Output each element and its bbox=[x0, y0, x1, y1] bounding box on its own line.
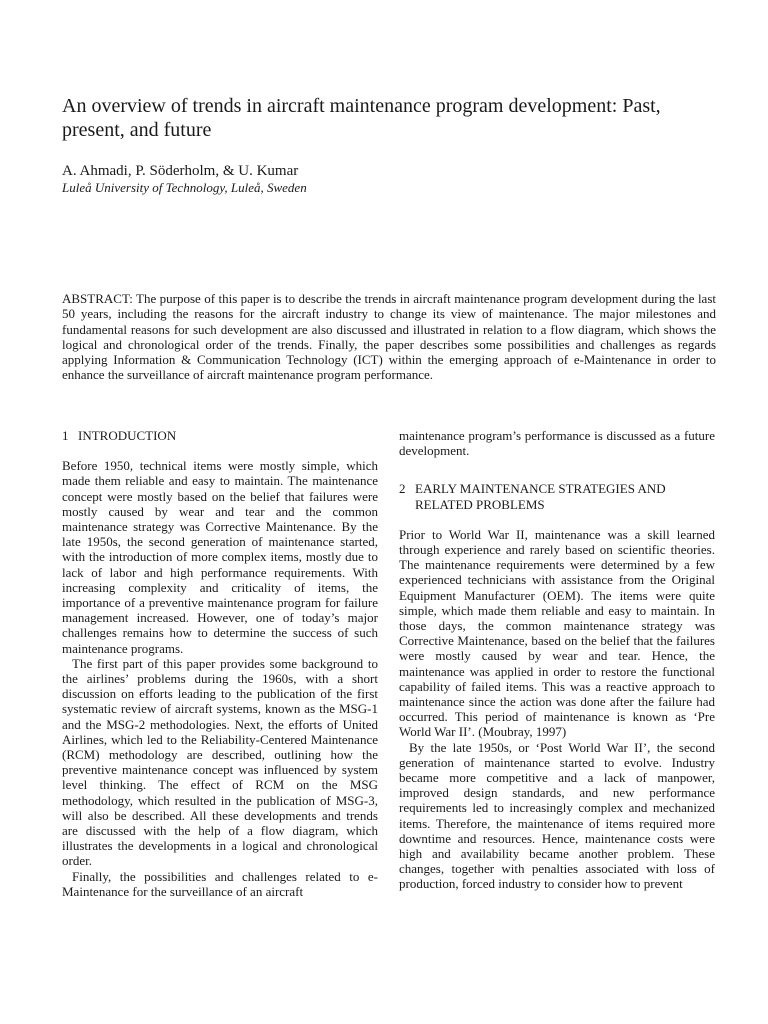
paragraph: By the late 1950s, or ‘Post World War II’, the second generation of maintenance started to evolve. Industry became more competitive and a lack of manpower, improved design standards, and new performance requirements led to increasingly complex and mechanized items. Therefore, the maintenance of items required more downtime and resources. Hence, maintenance costs were high and availability became another problem. These changes, together with penalties associated with loss of production, forced industry to consider how to prevent bbox=[399, 739, 715, 892]
author-list: A. Ahmadi, P. Söderholm, & U. Kumar bbox=[62, 163, 299, 179]
author-affiliation: Luleå University of Technology, Luleå, Sweden bbox=[62, 180, 307, 195]
section-number: 1 bbox=[62, 428, 69, 443]
paragraph: The first part of this paper provides some background to the airlines’ problems during the 1960s, with a short discussion on efforts leading to the publication of the first systematic review of aircraft systems, known as the MSG-1 and the MSG-2 methodologies. Next, the efforts of United Airlines, which led to the Reliability-Centered Maintenance (RCM) methodology are described, outlining how the preventive maintenance concept was influenced by system level thinking. The effect of RCM on the MSG methodology, which resulted in the publication of MSG-3, will also be described. All these developments and trends are discussed with the help of a flow diagram, which illustrates the developments in a logical and chronological order. bbox=[62, 655, 378, 869]
section-title: INTRODUCTION bbox=[78, 428, 177, 443]
section-number: 2 bbox=[399, 481, 406, 497]
paper-title: An overview of trends in aircraft maintenance program development: Past, present, and future bbox=[62, 95, 661, 141]
section-title: EARLY MAINTENANCE STRATEGIES AND RELATED PROBLEMS bbox=[415, 481, 666, 512]
right-column bbox=[399, 428, 715, 892]
paragraph: Finally, the possibilities and challenges related to e-Maintenance for the surveillance of an aircraft bbox=[62, 868, 378, 899]
paragraph: Before 1950, technical items were mostly simple, which made them reliable and easy to maintain. The maintenance concept were mostly based on the belief that failures were mostly caused by wear and tear and the common maintenance strategy was Corrective Maintenance. By the late 1950s, the second generation of maintenance started, with the introduction of more complex items, mostly due to lack of labor and high performance requirements. With increasing complexity and criticality of items, the importance of a preventive maintenance program for failure management increased. However, one of today’s major challenges remains how to determine the success of such maintenance programs. bbox=[62, 458, 378, 656]
left-column bbox=[62, 428, 378, 899]
abstract: ABSTRACT: The purpose of this paper is to describe the trends in aircraft maintenance program development during the last 50 years, including the reasons for the aircraft industry to change its view of maintenance. The major milestones and fundamental reasons for such development are also discussed and illustrated in relation to a flow diagram, which shows the logical and chronological order of the trends. Finally, the paper describes some possibilities and challenges as regards applying Information & Communication Technology (ICT) within the emerging approach of e-Maintenance in order to enhance the surveillance of aircraft maintenance program performance. bbox=[62, 291, 716, 383]
paragraph-continuation: maintenance program’s performance is discussed as a future development. bbox=[399, 428, 715, 459]
section-heading-early-maintenance bbox=[399, 481, 715, 511]
section-heading-introduction bbox=[62, 428, 378, 443]
paragraph: Prior to World War II, maintenance was a skill learned through experience and rarely based on scientific theories. The maintenance requirements were determined by a few experienced technicians with assistance from the Original Equipment Manufacturer (OEM). The items were quite simple, which made them reliable and easy to maintain. In those days, the common maintenance strategy was Corrective Maintenance, based on the belief that the failures were mostly caused by wear and tear. Hence, the maintenance was applied in order to restore the functional capability of failed items. This was a reactive approach to maintenance since the action was done after the failure had occurred. This period of maintenance is known as ‘Pre World War II’. (Moubray, 1997) bbox=[399, 526, 715, 740]
